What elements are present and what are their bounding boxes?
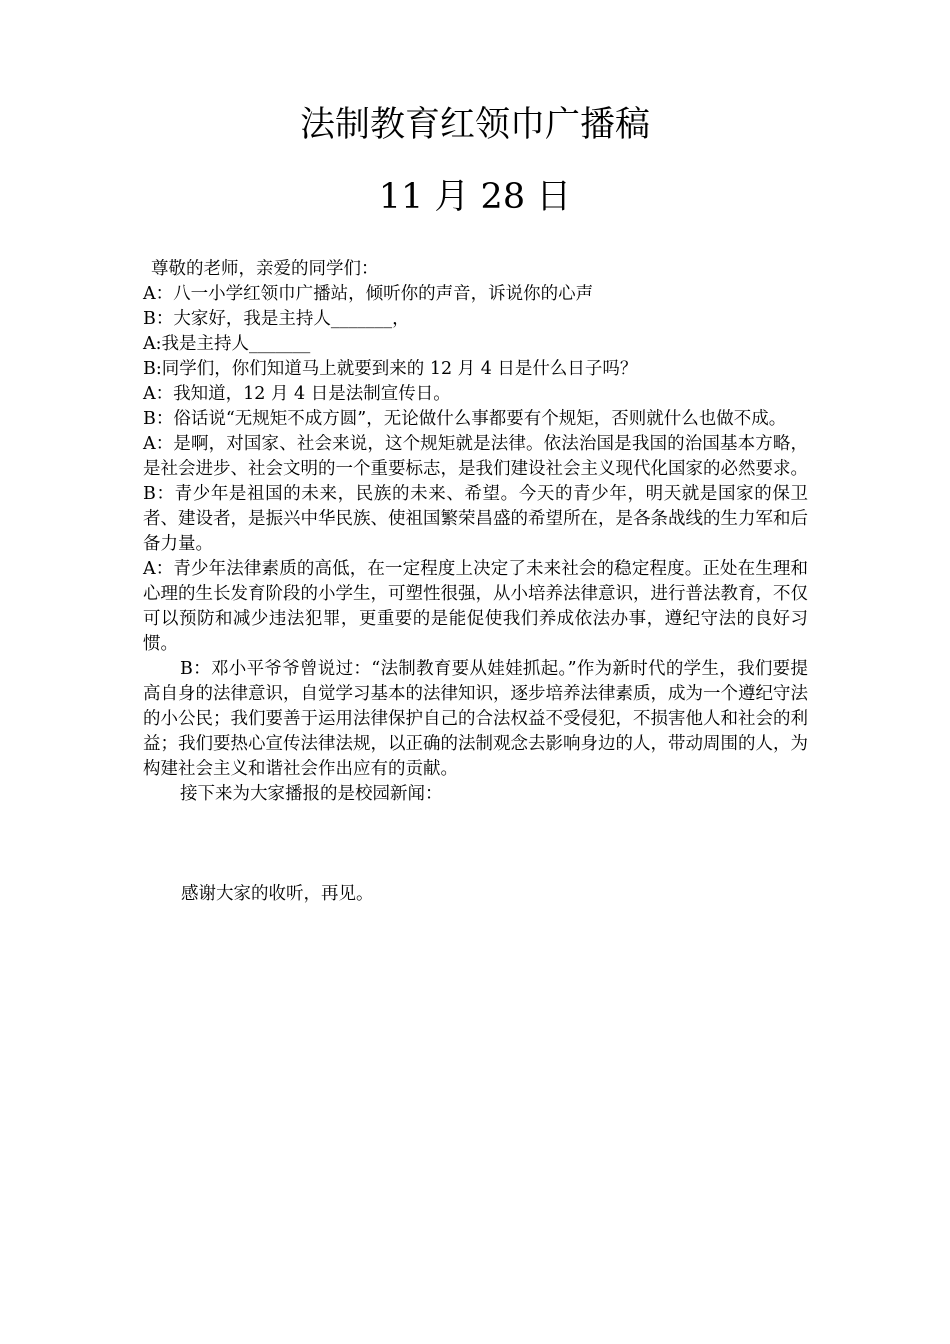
- dialogue-line-2: B：大家好，我是主持人_______，: [143, 309, 410, 329]
- dialogue-line-1: A：八一小学红领巾广播站，倾听你的声音，诉说你的心声: [143, 284, 594, 304]
- dialogue-line-5: A：我知道，12 月 4 日是法制宣传日。: [143, 384, 451, 404]
- closing-line: 感谢大家的收听，再见。: [181, 884, 374, 904]
- dialogue-line-9: A：青少年法律素质的高低，在一定程度上决定了未来社会的稳定程度。正处在生理和心理的生长发育阶段的小学生，可塑性很强，从小培养法律意识，进行普法教育，不仅可以预防和减少违法犯罪，更重要的是能促使我们养成依法办事，遵纪守法的良好习惯。: [143, 559, 808, 654]
- document-title: 法制教育红领巾广播稿: [299, 105, 650, 145]
- news-spacer: [143, 807, 808, 882]
- dialogue-line-3: A:我是主持人_______: [143, 334, 311, 354]
- news-intro: 接下来为大家播报的是校园新闻：: [180, 784, 443, 804]
- dialogue-line-6: B：俗话说“无规矩不成方圆”，无论做什么事都要有个规矩，否则就什么也做不成。: [143, 409, 787, 429]
- greeting: 尊敬的老师，亲爱的同学们：: [151, 259, 379, 279]
- deng-paragraph: B：邓小平爷爷曾说过：“法制教育要从娃娃抓起。”作为新时代的学生，我们要提高自身的法律意识，自觉学习基本的法律知识，逐步培养法律素质，成为一个遵纪守法的小公民；我们要善于运用法律保护自己的合法权益不受侵犯，不损害他人和社会的利益；我们要热心宣传法律法规，以正确的法制观念去影响身边的人，带动周围的人，为构建社会主义和谐社会作出应有的贡献。: [143, 659, 808, 779]
- dialogue-line-8: B：青少年是祖国的未来，民族的未来、希望。今天的青少年，明天就是国家的保卫者、建设者，是振兴中华民族、使祖国繁荣昌盛的希望所在，是各条战线的生力军和后备力量。: [143, 484, 808, 554]
- document-body: [143, 257, 808, 907]
- dialogue-line-7: A：是啊，对国家、社会来说，这个规矩就是法律。依法治国是我国的治国基本方略，是社会进步、社会文明的一个重要标志，是我们建设社会主义现代化国家的必然要求。: [143, 434, 808, 479]
- dialogue-line-4: B:同学们，你们知道马上就要到来的 12 月 4 日是什么日子吗？: [143, 359, 638, 379]
- document-date: 11 月 28 日: [378, 177, 572, 217]
